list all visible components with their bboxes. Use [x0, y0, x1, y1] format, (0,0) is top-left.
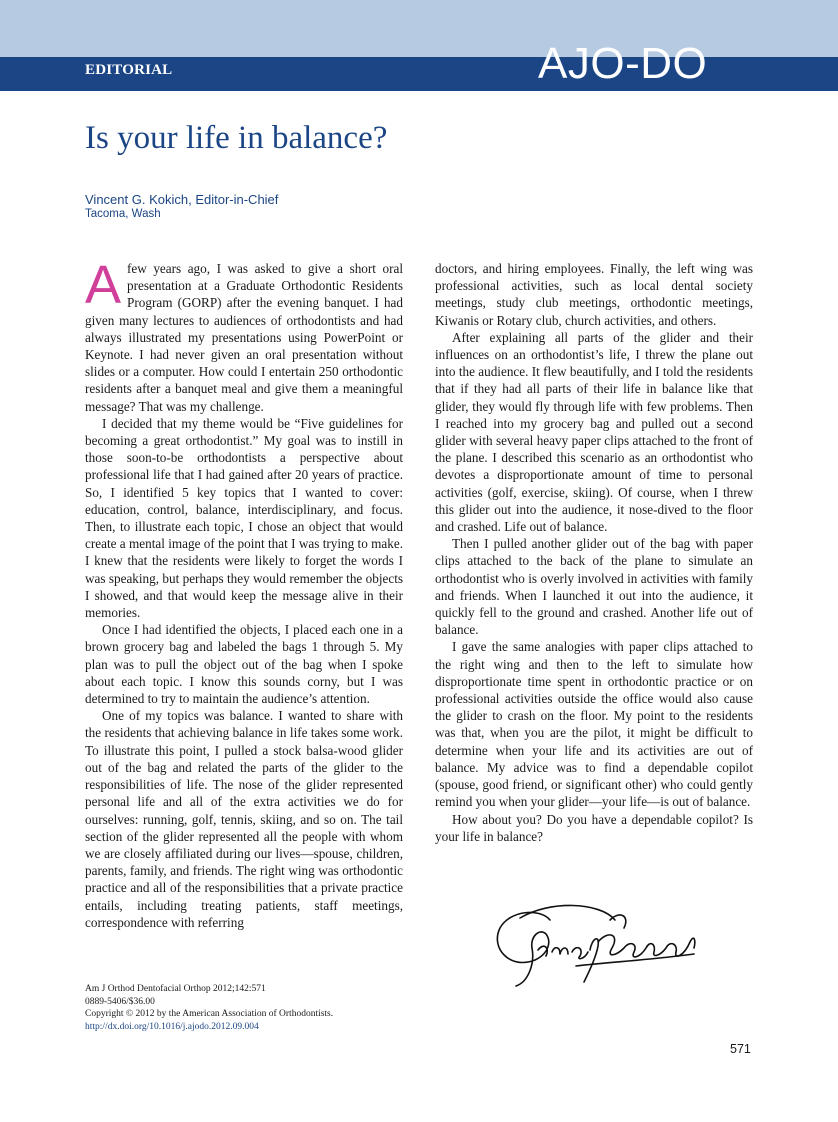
body-paragraph: One of my topics was balance. I wanted to share with the residents that achieving balance in life takes some work. To illustrate this point, I pulled a stock balsa-wood glider out of the bag and related the parts of the glider to the responsibilities of life. The nose of the glider represented personal life and all of the extra activities we do for ourselves: running, golf, tennis, skiing, and so on. The tail section of the glider represented all the people with whom we are closely affiliated during our lives—spouse, children, parents, family, and friends. The right wing was orthodontic practice and all of the responsibilities that a private practice entails, including treating patients, staff meetings, correspondence with referring — [85, 708, 403, 930]
header-top-band — [0, 0, 838, 57]
author-location: Tacoma, Wash — [85, 208, 161, 220]
body-paragraph: doctors, and hiring employees. Finally, the left wing was professional activities, such as local dental society meetings, study club meetings, orthodontic meetings, Kiwanis or Rotary club, church activities, and others. — [435, 261, 753, 328]
doi-link[interactable]: http://dx.doi.org/10.1016/j.ajodo.2012.09.004 — [85, 1021, 259, 1032]
journal-logo: AJO-DO — [538, 39, 708, 88]
body-paragraph: After explaining all parts of the glider and their influences on an orthodontist’s life, I threw the plane out into the audience. It flew beautifully, and I told the residents that if they had all parts of their life in balance like that glider, they would fly through life with few problems. Then I reached into my grocery bag and pulled out a second glider with several heavy paper clips attached to the front of the plane. I described this scenario as an orthodontist who devotes a disproportionate amount of time to personal activities (golf, exercise, skiing). Of course, when I threw this glider out into the audience, it nose-dived to the floor and crashed. Life out of balance. — [435, 329, 753, 535]
citation-footer — [85, 983, 333, 1033]
author-name: Vincent G. Kokich, Editor-in-Chief — [85, 192, 279, 207]
body-paragraph: Afew years ago, I was asked to give a short oral presentation at a Graduate Orthodontic Residents Program (GORP) after the evening banquet. I had given many lectures to audiences of orthodontists and had always illustrated my presentations using PowerPoint or Keynote. I had never given an oral presentation without slides or a computer. How could I entertain 250 orthodontic residents after a banquet meal and give them a meaningful message? That was my challenge. — [85, 255, 403, 414]
copyright-line: Copyright © 2012 by the American Association of Orthodontists. — [85, 1009, 334, 1020]
body-paragraph: I gave the same analogies with paper clips attached to the right wing and then to the left to simulate how disproportionate time spent in orthodontic practice or on professional activities outside the office would also cause the glider to crash on the floor. My point to the residents was that, when you are the pilot, it might be difficult to determine when your life and its activities are out of balance. My advice was to find a dependable copilot (spouse, good friend, or significant other) who could gently remind you when your glider—your life—is out of balance. — [435, 639, 753, 810]
page-number: 571 — [730, 1042, 751, 1056]
body-paragraph: How about you? Do you have a dependable copilot? Is your life in balance? — [435, 811, 753, 844]
body-column-left — [85, 255, 403, 931]
signature-image — [480, 890, 710, 1000]
article-title: Is your life in balance? — [85, 120, 388, 156]
citation-line: Am J Orthod Dentofacial Orthop 2012;142:571 — [85, 984, 266, 994]
body-paragraph: I decided that my theme would be “Five guidelines for becoming a great orthodontist.” My goal was to instill in those soon-to-be orthodontists a perspective about professional life that I had gained after 20 years of practice. So, I identified 5 key topics that I wanted to cover: education, control, balance, interdisciplinary, and focus. Then, to illustrate each topic, I chose an object that would create a mental image of the point that I was trying to make. I knew that the residents were likely to forget the words I was speaking, but perhaps they would remember the objects I showed, and that would keep the message alive in their memories. — [85, 415, 403, 621]
body-column-right — [435, 260, 753, 845]
section-label: EDITORIAL — [85, 62, 173, 78]
issn-line: 0889-5406/$36.00 — [85, 996, 155, 1007]
body-paragraph: Once I had identified the objects, I placed each one in a brown grocery bag and labeled the bags 1 through 5. My plan was to pull the object out of the bag when I spoke about each topic. I know this sounds corny, but I was determined to try to maintain the audience’s attention. — [85, 622, 403, 707]
drop-cap: A — [85, 255, 122, 315]
body-paragraph: Then I pulled another glider out of the bag with paper clips attached to the back of the plane to simulate an orthodontist who is overly involved in activities with family and friends. When I launched it out into the audience, it quickly fell to the ground and crashed. Another life out of balance. — [435, 536, 753, 638]
